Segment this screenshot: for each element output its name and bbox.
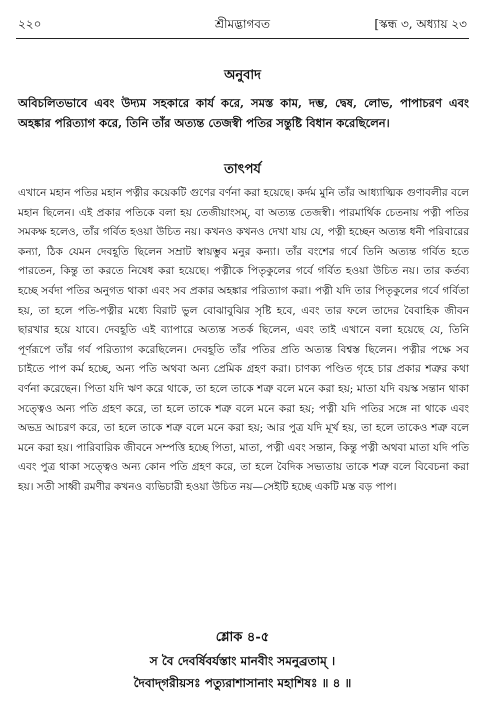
purport-text: এখানে মহান পতির মহান পত্নীর কয়েকটি গুণের বর্ণনা করা হয়েছে। কর্দম মুনি তাঁর আধ্যাত্মিক গুণাবলীর বলে মহান ছিলেন। এই প্রকার পতিকে বলা হয় তেজীয়াংসম্‌, বা অত্যন্ত তেজস্বী। পারমার্থিক চেতনায় পত্নী পতির সমকক্ষ হলেও, তাঁর গর্বিত হওয়া উচিত নয়। কখনও কখনও দেখা যায় যে, পত্নী হচ্ছেন অত্যন্ত ধনী পরিবারের কন্যা, ঠিক যেমন দেবহূতি ছিলেন সম্রাট স্বায়ম্ভুব মনুর কন্যা। তাঁর বংশের গর্বে তিনি অত্যন্ত গর্বিত হতে পারতেন, কিন্তু তা করতে নিষেধ করা হয়েছে। পত্নীকে পিতৃকুলের গর্বে গর্বিত হওয়া উচিত নয়। তার কর্তব্য হচ্ছে সর্বদা পতির অনুগত থাকা এবং সব প্রকার অহঙ্কার পরিত্যাগ করা। পত্নী যদি তার পিতৃকুলের গর্বে গর্বিতা হয়, তা হলে পতি-পত্নীর মধ্যে বিরাট ভুল বোঝাবুঝির সৃষ্টি হবে, এবং তার ফলে তাদের বৈবাহিক জীবন ছারখার হয়ে যাবে। দেবহূতি এই ব্যাপারে অত্যন্ত সতর্ক ছিলেন, এবং তাই এখানে বলা হয়েছে যে, তিনি পূর্ণরূপে তাঁর গর্ব পরিত্যাগ করেছিলেন। দেবহূতি তাঁর পতির প্রতি অত্যন্ত বিশ্বস্ত ছিলেন। পত্নীর পক্ষে সব চাইতে পাপ কর্ম হচ্ছে, অন্য পতি অথবা অন্য প্রেমিক গ্রহণ করা। চাণক্য পণ্ডিত গৃহে চার প্রকার শত্রুর কথা বর্ণনা করেছেন। পিতা যদি ঋণ করে থাকে, তা হলে তাকে শত্রু বলে মনে করা হয়; মাতা যদি বয়স্ক সন্তান থাকা সত্ত্বেও অন্য পতি গ্রহণ করে, তা হলে তাকে শত্রু বলে মনে করা হয়; পত্নী যদি পতির সঙ্গে না থাকে এবং অভদ্র আচরণ করে, তা হলে তাকে শত্রু বলে মনে করা হয়; আর পুত্র যদি মূর্খ হয়, তা হলে তাকেও শত্রু বলে মনে করা হয়। পারিবারিক জীবনে সম্পত্তি হচ্ছে পিতা, মাতা, পত্নী এবং সন্তান, কিন্তু পত্নী অথবা মাতা যদি পতি এবং পুত্র থাকা সত্ত্বেও অন্য কোন পতি গ্রহণ করে, তা হলে বৈদিক সভ্যতায় তাকে শত্রু বলে বিবেচনা করা হয়। সতী সাধ্বী রমণীর কখনও ব্যভিচারী হওয়া উচিত নয়—সেইটি হচ্ছে একটি মস্ত বড় পাপ। (18, 187, 469, 493)
translation-heading: অনুবাদ (224, 68, 261, 83)
page-number: ২২০ (18, 17, 42, 31)
verse-line-1: স বৈ দেবর্ষিবর্যস্তাং মানবীং সমনুব্রতাম্‌ । (149, 654, 336, 668)
translation-text: অবিচলিতভাবে এবং উদ্যম সহকারে কার্য করে, সমস্ত কাম, দম্ভ, দ্বেষ, লোভ, পাপাচরণ এবং অহঙ্কার পরিত্যাগ করে, তিনি তাঁর অত্যন্ত তেজস্বী পতির সন্তুষ্টি বিধান করেছিলেন। (18, 96, 469, 130)
book-title: শ্রীমদ্ভাগবত (214, 17, 270, 31)
header-rule (16, 38, 469, 39)
page-header (18, 14, 467, 36)
verse-heading: শ্লোক ৪-৫ (215, 630, 270, 645)
section-reference: [স্কন্ধ ৩, অধ্যায় ২৩ (374, 17, 467, 31)
purport-heading: তাৎপর্য (224, 162, 261, 177)
verse-line-2: দৈবাদ্‌গরীয়সঃ পত্যুরাশাসানাং মহাশিষঃ ॥ ৪ ॥ (133, 676, 352, 690)
